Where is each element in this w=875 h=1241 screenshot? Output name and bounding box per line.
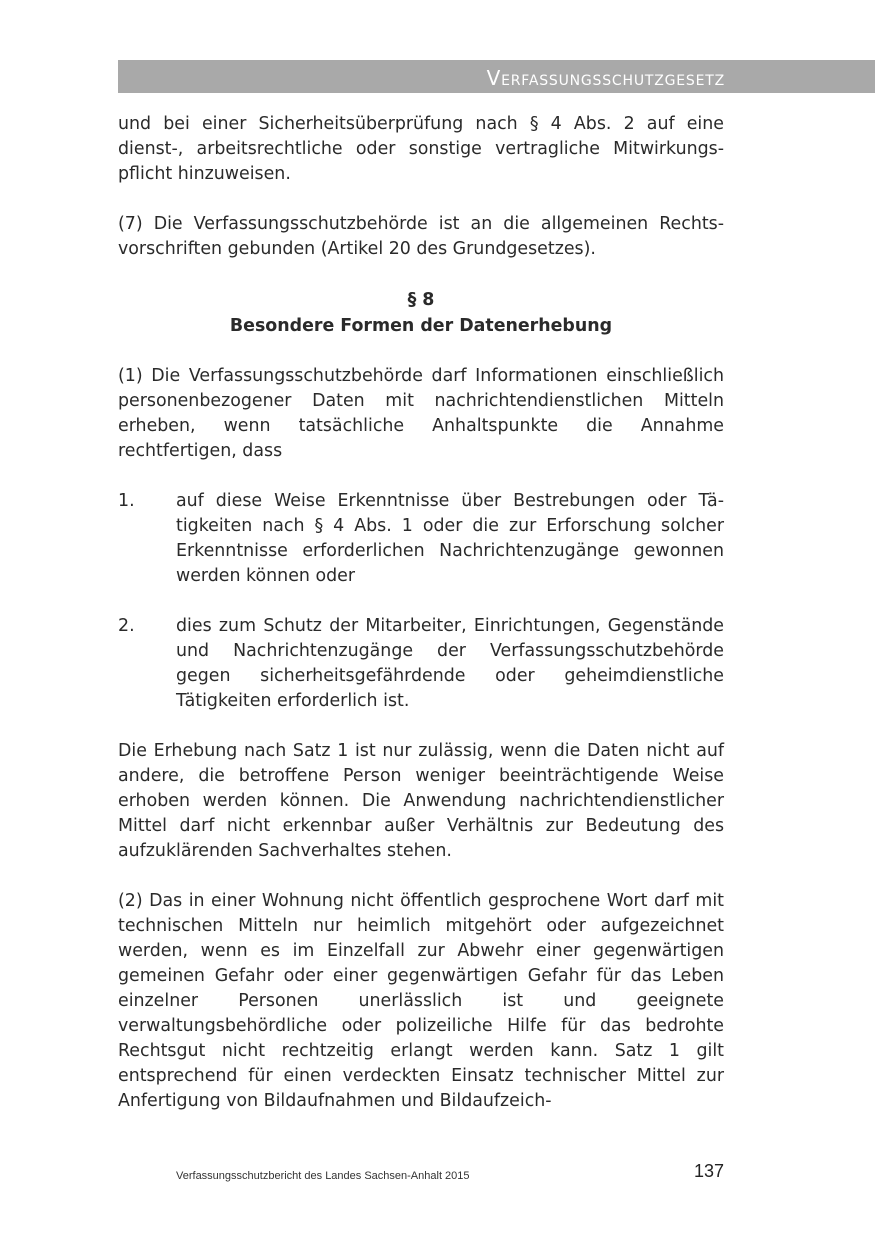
running-header-title: Verfassungsschutzgesetz [486, 66, 725, 90]
section-number: § 8 [407, 290, 435, 310]
running-header-bar [118, 60, 875, 93]
section-heading [118, 287, 724, 339]
list-item-text: dies zum Schutz der Mitarbeiter, Einrichtungen, Gegenstände und Nachrichtenzugänge der Verfassungsschutzbehörde gegen sicherheitsgefährdende oder geheimdienstliche Tätigkeiten erforderlich ist. [176, 616, 724, 711]
section-title: Besondere Formen der Datenerhebung [229, 316, 613, 336]
page-body [118, 112, 724, 1114]
paragraph-7: (7) Die Verfassungsschutzbehörde ist an die allgemeinen Rechtsvorschriften gebunden (Artikel 20 des Grundgesetzes). [118, 214, 724, 259]
paragraph-1: (1) Die Verfassungsschutzbehörde darf Informationen einschließlich personenbezogener Daten mit nachrichtendienstlichen Mitteln erheben, wenn tatsächliche Anhaltspunkte die Annahme rechtfertigen, dass [118, 366, 724, 461]
list-item [118, 489, 724, 589]
list-item-number: 2. [118, 616, 135, 636]
paragraph-2: (2) Das in einer Wohnung nicht öffentlich gesprochene Wort darf mit technischen Mitteln nur heimlich mitgehört oder aufgezeichnet werden, wenn es im Einzelfall zur Abwehr einer gegenwärtigen gemeinen Gefahr oder einer gegenwärtigen Gefahr für das Leben einzelner Personen unerlässlich ist und geeignete verwaltungsbehördliche oder polizeiliche Hilfe für das bedrohte Rechtsgut nicht rechtzeitig erlangt werden kann. Satz 1 gilt entsprechend für einen verdeckten Einsatz technischer Mittel zur Anfertigung von Bildaufnahmen und Bildaufzeich- [118, 891, 724, 1111]
paragraph-continuation: und bei einer Sicherheitsüberprüfung nach § 4 Abs. 2 auf eine dienst-, arbeitsrechtliche oder sonstige vertragliche Mitwirkungspflicht hinzuweisen. [118, 114, 724, 184]
list-item-number: 1. [118, 491, 135, 511]
numbered-list [118, 489, 724, 714]
list-item [118, 614, 724, 714]
paragraph-after-list: Die Erhebung nach Satz 1 ist nur zulässig, wenn die Daten nicht auf andere, die betroffene Person weniger beeinträchtigende Weise erhoben werden können. Die Anwendung nachrichtendienstlicher Mittel darf nicht erkennbar außer Verhältnis zur Bedeutung des aufzuklärenden Sachverhaltes stehen. [118, 741, 724, 861]
page-number: 137 [693, 1161, 724, 1181]
list-item-text: auf diese Weise Erkenntnisse über Bestrebungen oder Tätigkeiten nach § 4 Abs. 1 oder die zur Erforschung solcher Erkenntnisse erforderlichen Nachrichtenzugänge gewonnen werden können oder [176, 491, 724, 586]
footer-publication-title: Verfassungsschutzbericht des Landes Sachsen-Anhalt 2015 [176, 1170, 470, 1182]
